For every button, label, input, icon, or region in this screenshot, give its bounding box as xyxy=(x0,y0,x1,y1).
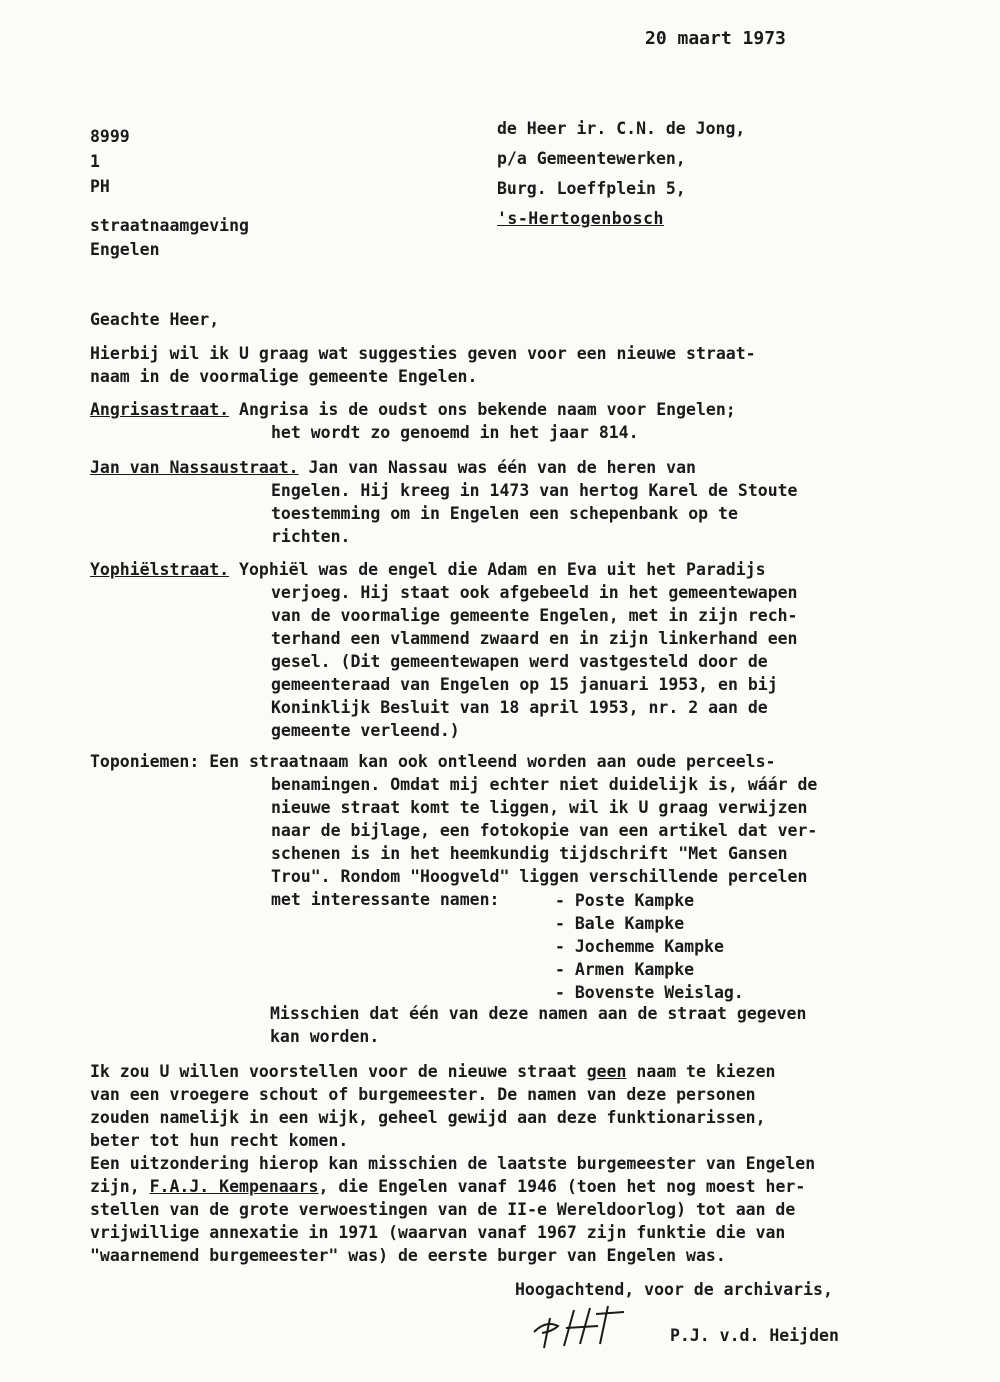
emphasis-geen: geen xyxy=(586,1062,627,1081)
reference-block xyxy=(90,124,130,199)
reference-number: 8999 xyxy=(90,127,130,146)
closing-line: zouden namelijk in een wijk, geheel gewijd aan deze funktionarissen, xyxy=(90,1108,766,1127)
section-line: naar de bijlage, een fotokopie van een artikel dat ver- xyxy=(271,821,818,840)
subject-line-1: straatnaamgeving xyxy=(90,216,249,235)
section-line: schenen is in het heemkundig tijdschrift "Met Gansen xyxy=(271,844,788,863)
closing-text: naam te kiezen xyxy=(626,1062,776,1081)
section-line: benamingen. Omdat mij echter niet duidelijk is, wáár de xyxy=(271,775,818,794)
section-line: gemeenteraad van Engelen op 15 januari 1953, en bij xyxy=(271,675,778,694)
intro-line: naam in de voormalige gemeente Engelen. xyxy=(90,367,478,386)
after-list-paragraph xyxy=(270,1002,806,1048)
address-line-2: p/a Gemeentewerken, xyxy=(497,149,686,168)
list-item: - Poste Kampke xyxy=(555,891,695,910)
closing-line: Een uitzondering hierop kan misschien de laatste burgemeester van Engelen xyxy=(90,1154,816,1173)
list-item: - Bale Kampke xyxy=(555,914,685,933)
list-item: - Armen Kampke xyxy=(555,960,695,979)
section-line: gesel. (Dit gemeentewapen werd vastgesteld door de xyxy=(271,652,768,671)
section-line: terhand een vlammend zwaard en in zijn linkerhand een xyxy=(271,629,798,648)
subject-block xyxy=(90,214,249,262)
address-line-1: de Heer ir. C.N. de Jong, xyxy=(497,119,746,138)
section-toponiemen xyxy=(90,750,817,911)
handwritten-initials xyxy=(528,1300,638,1350)
section-line: Een straatnaam kan ook ontleend worden aan oude perceels- xyxy=(199,752,776,771)
closing-line: van een vroegere schout of burgemeester. De namen van deze personen xyxy=(90,1085,756,1104)
section-line: Jan van Nassau was één van de heren van xyxy=(298,458,696,477)
closing-paragraph xyxy=(90,1060,815,1267)
closing-line xyxy=(90,1177,805,1196)
closing-text: zijn, xyxy=(90,1177,150,1196)
recipient-address xyxy=(497,114,745,234)
section-line: verjoeg. Hij staat ook afgebeeld in het gemeentewapen xyxy=(271,583,798,602)
section-line: Koninklijk Besluit van 18 april 1953, nr. 2 aan de xyxy=(271,698,768,717)
section-line: het wordt zo genoemd in het jaar 814. xyxy=(271,423,639,442)
reference-copy: 1 xyxy=(90,152,100,171)
subject-line-2: Engelen xyxy=(90,240,160,259)
section-line: toestemming om in Engelen een schepenbank op te xyxy=(271,504,738,523)
intro-paragraph xyxy=(90,342,756,388)
mayor-name: F.A.J. Kempenaars xyxy=(149,1177,319,1196)
section-line: Angrisa is de oudst ons bekende naam voor Engelen; xyxy=(229,400,736,419)
section-line: Yophiël was de engel die Adam en Eva uit het Paradijs xyxy=(229,560,766,579)
section-angrisastraat xyxy=(90,398,736,444)
closing-text: , die Engelen vanaf 1946 (toen het nog moest her- xyxy=(318,1177,806,1196)
salutation: Geachte Heer, xyxy=(90,310,220,329)
closing-text: Ik zou U willen voorstellen voor de nieuwe straat xyxy=(90,1062,587,1081)
after-line: Misschien dat één van deze namen aan de straat gegeven xyxy=(270,1004,807,1023)
section-line: van de voormalige gemeente Engelen, met in zijn rech- xyxy=(271,606,798,625)
intro-line: Hierbij wil ik U graag wat suggesties geven voor een nieuwe straat- xyxy=(90,344,756,363)
closing-line: "waarnemend burgemeester" was) de eerste burger van Engelen was. xyxy=(90,1246,726,1265)
section-heading: Yophiëlstraat. xyxy=(90,560,230,579)
section-line: Engelen. Hij kreeg in 1473 van hertog Karel de Stoute xyxy=(271,481,798,500)
list-item: - Bovenste Weislag. xyxy=(555,983,744,1002)
after-line: kan worden. xyxy=(270,1027,380,1046)
letter-date: 20 maart 1973 xyxy=(645,28,786,49)
section-jan-van-nassaustraat xyxy=(90,456,798,548)
list-item: - Jochemme Kampke xyxy=(555,937,724,956)
field-name-list xyxy=(555,889,744,1004)
closing-line: beter tot hun recht komen. xyxy=(90,1131,349,1150)
address-city: 's-Hertogenbosch xyxy=(497,209,664,228)
closing-line: vrijwillige annexatie in 1971 (waarvan vanaf 1967 zijn funktie die van xyxy=(90,1223,786,1242)
section-heading: Toponiemen: xyxy=(90,752,200,771)
section-heading: Jan van Nassaustraat. xyxy=(90,458,299,477)
closing-line: stellen van de grote verwoestingen van de II-e Wereldoorlog) tot aan de xyxy=(90,1200,796,1219)
address-line-3: Burg. Loeffplein 5, xyxy=(497,179,686,198)
signatory-name: P.J. v.d. Heijden xyxy=(670,1326,839,1345)
section-heading: Angrisastraat. xyxy=(90,400,230,419)
closing-line xyxy=(90,1062,775,1081)
section-line: nieuwe straat komt te liggen, wil ik U graag verwijzen xyxy=(271,798,808,817)
signoff: Hoogachtend, voor de archivaris, xyxy=(515,1280,833,1299)
section-line: Trou". Rondom "Hoogveld" liggen verschillende percelen xyxy=(271,867,808,886)
section-yophielstraat xyxy=(90,558,798,742)
section-line: gemeente verleend.) xyxy=(271,721,460,740)
section-line: richten. xyxy=(271,527,351,546)
section-line: met interessante namen: xyxy=(271,890,500,909)
reference-initials: PH xyxy=(90,177,110,196)
